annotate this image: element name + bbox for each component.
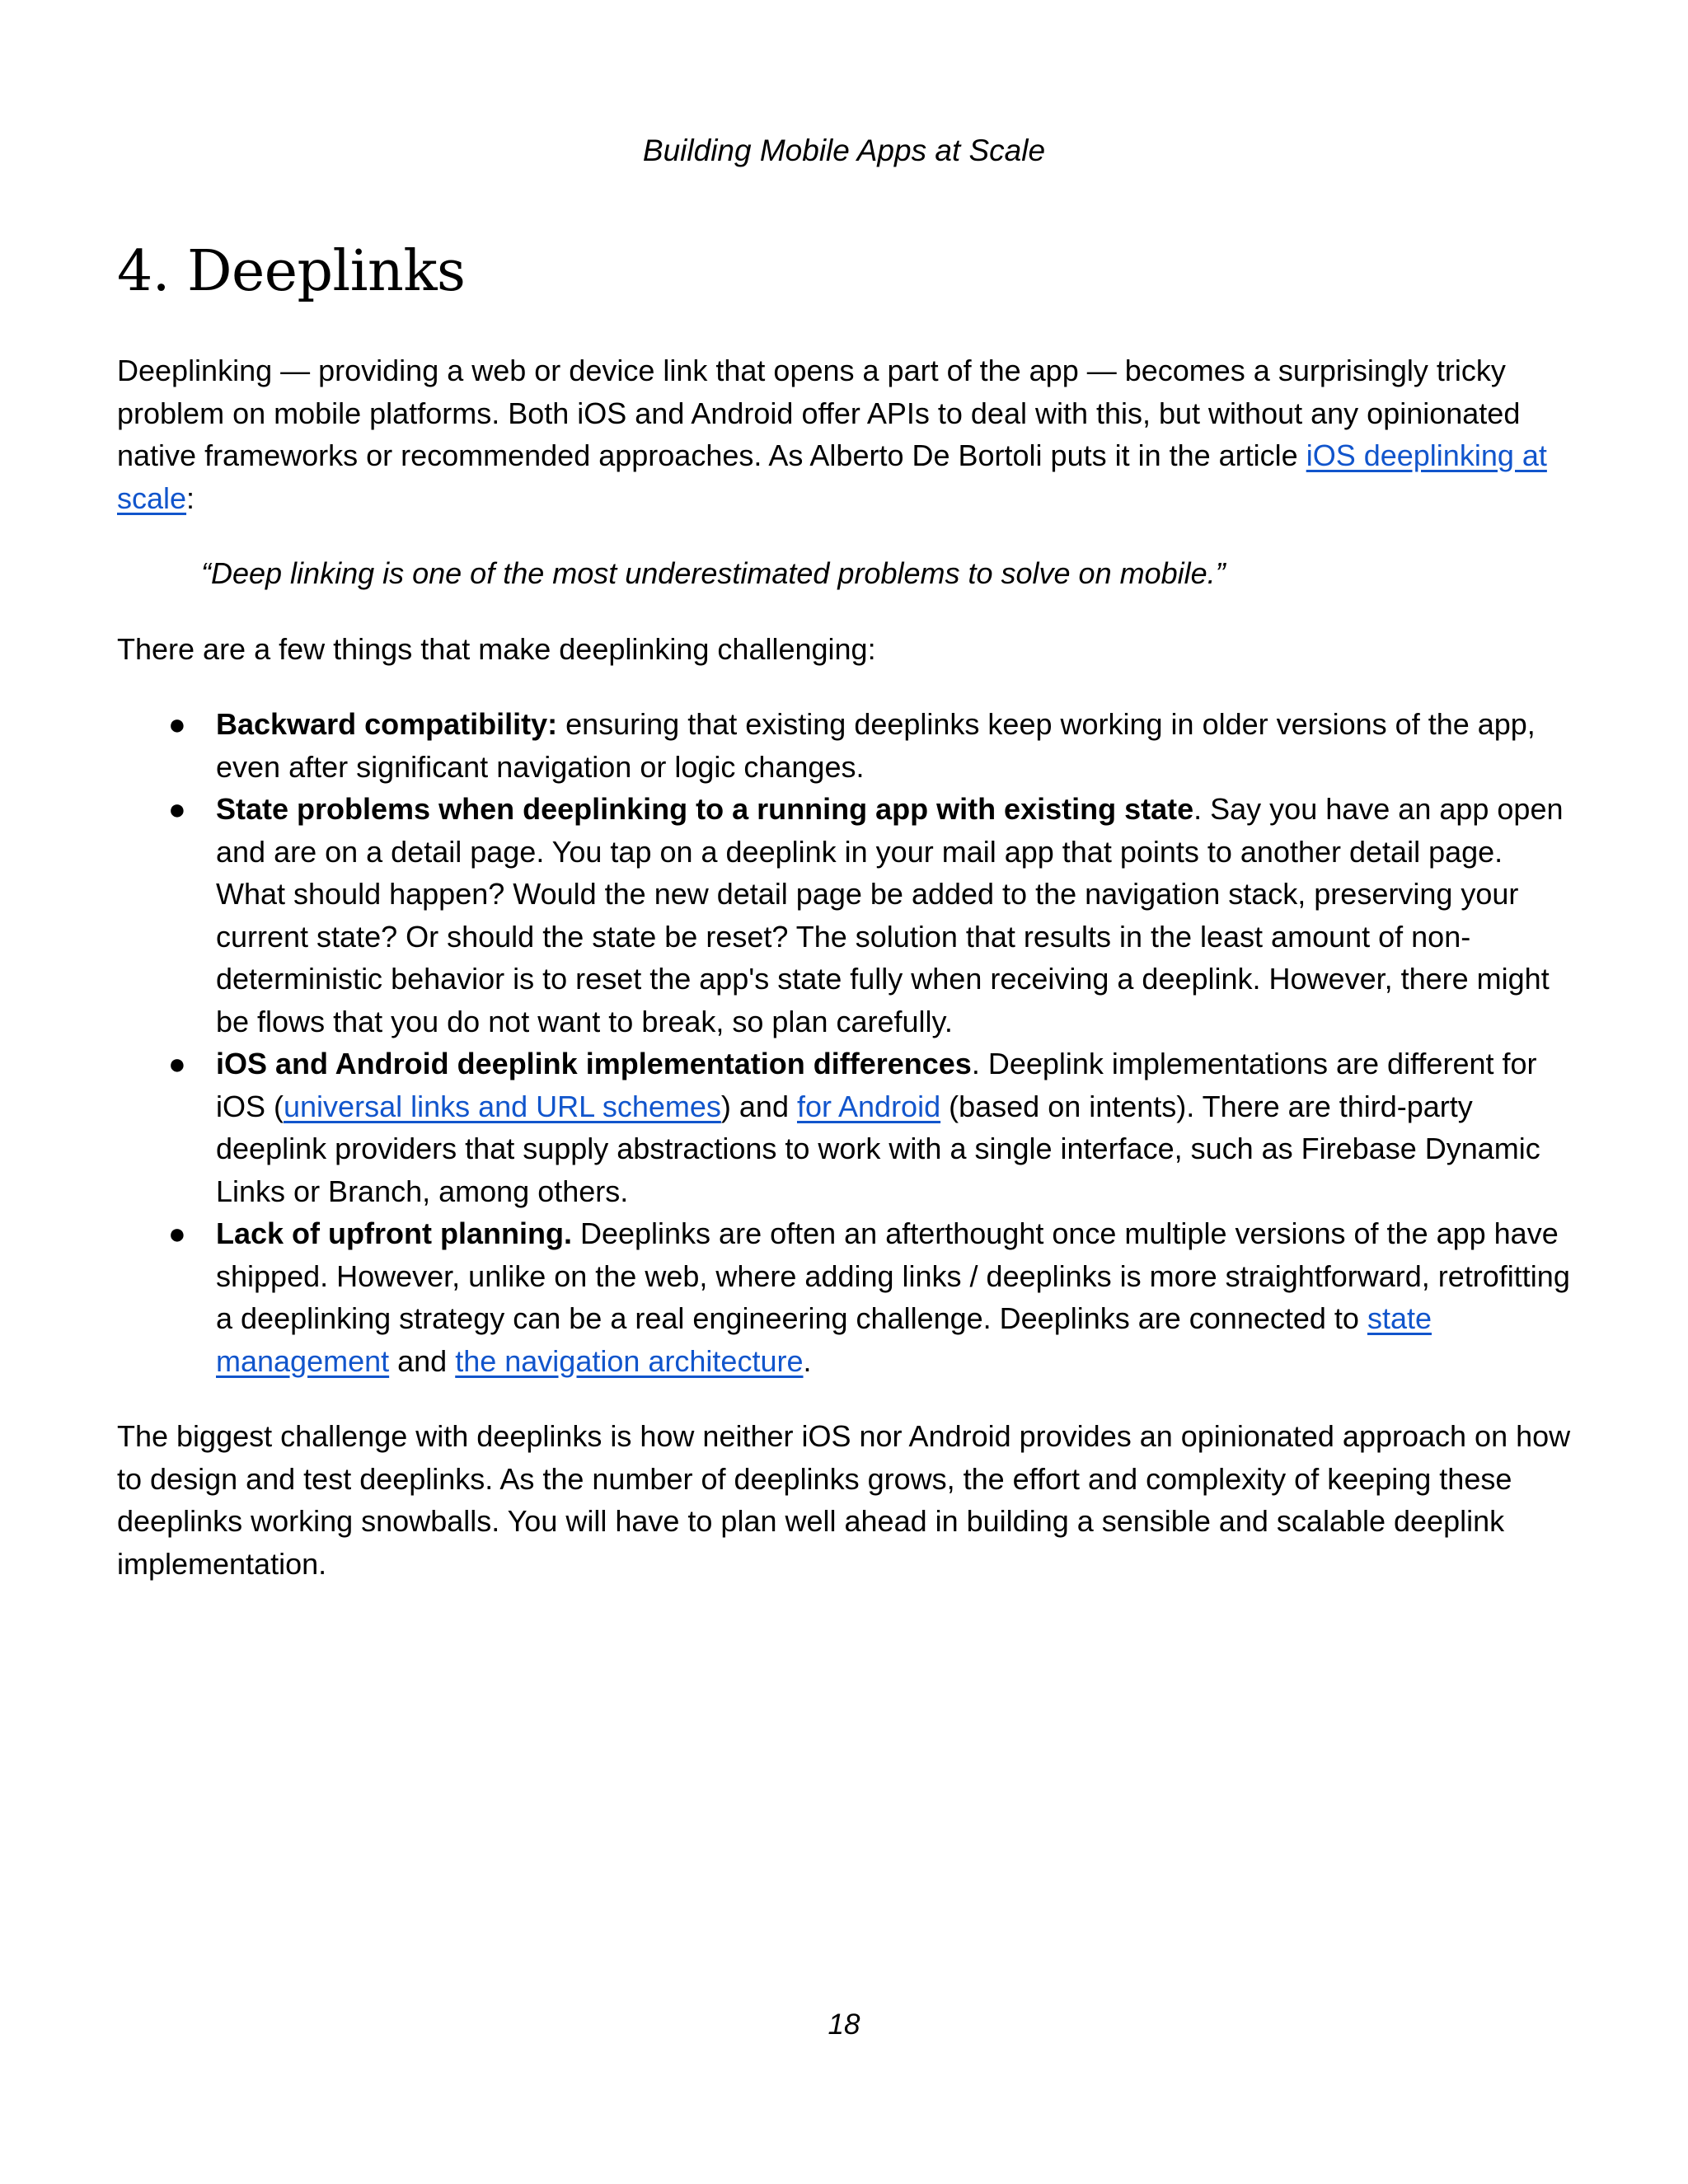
state-management-link[interactable]: state management <box>216 1301 1432 1378</box>
list-item-text: . Say you have an app open and are on a detail page. You tap on a deeplink in your mail app that points to another detail page. What should happen? Would the new detail page be added to the navigation stack, preserving your current state? Or should the state be reset? The solution that results in the least amount of non-deterministic behavior is to reset the app's state fully when receiving a deeplink. However, there might be flows that you do not want to break, so plan carefully. <box>216 792 1564 1038</box>
ios-deeplinking-at-scale-link[interactable]: iOS deeplinking at scale <box>117 438 1547 515</box>
list-item-upfront-planning <box>117 1212 1576 1382</box>
bullet-icon: ● <box>168 792 186 826</box>
list-item-title: Backward compatibility: <box>216 707 558 741</box>
lead-paragraph: There are a few things that make deeplinking challenging: <box>117 631 876 666</box>
page-content <box>117 231 1576 1585</box>
page-number: 18 <box>828 2008 860 2041</box>
list-item-backward-compatibility <box>117 703 1576 788</box>
block-quote: “Deep linking is one of the most underestimated problems to solve on mobile.” <box>201 556 1226 590</box>
bullet-icon: ● <box>168 1216 186 1250</box>
list-item-title: State problems when deeplinking to a running app with existing state <box>216 792 1194 826</box>
list-item-text: . <box>803 1343 812 1378</box>
universal-links-link[interactable]: universal links and URL schemes <box>284 1089 721 1123</box>
intro-paragraph <box>117 349 1576 519</box>
chapter-title: 4. Deeplinks <box>117 239 466 304</box>
for-android-link[interactable]: for Android <box>796 1089 941 1123</box>
list-item-text: and <box>389 1343 456 1378</box>
intro-text: Deeplinking — providing a web or device link that opens a part of the app — becomes a surprisingly tricky problem on mobile platforms. Both iOS and Android offer APIs to deal with this, but without any opinionated native frameworks or recommended approaches. As Alberto De Bortoli puts it in the article <box>117 354 1521 472</box>
list-item-text: ) and <box>720 1089 797 1123</box>
list-item-text: . Deeplink implementations are different for iOS ( <box>216 1047 1537 1123</box>
list-item-implementation-differences <box>117 1043 1576 1212</box>
list-item-text: (based on intents). There are third-party deeplink providers that supply abstractions to work with a single interface, such as Firebase Dynamic Links or Branch, among others. <box>216 1089 1540 1208</box>
challenges-list <box>117 703 1576 1382</box>
intro-suffix: : <box>186 480 195 515</box>
list-item-text: Deeplinks are often an afterthought once multiple versions of the app have shipped. However, unlike on the web, where adding links / deeplinks is more straightforward, retrofitting a deeplinking strategy can be a real engineering challenge. Deeplinks are connected to <box>216 1216 1570 1335</box>
list-item-title: iOS and Android deeplink implementation differences <box>216 1047 972 1080</box>
running-header: Building Mobile Apps at Scale <box>642 134 1046 167</box>
list-item-title: Lack of upfront planning. <box>216 1216 572 1250</box>
navigation-architecture-link[interactable]: the navigation architecture <box>455 1343 804 1378</box>
list-item-state-problems <box>117 788 1576 1043</box>
list-item-text: ensuring that existing deeplinks keep working in older versions of the app, even after significant navigation or logic changes. <box>216 707 1536 784</box>
bullet-icon: ● <box>168 707 186 741</box>
bullet-icon: ● <box>168 1047 186 1080</box>
outro-paragraph: The biggest challenge with deeplinks is how neither iOS nor Android provides an opinionated approach on how to design and test deeplinks. As the number of deeplinks grows, the effort and complexity of keeping these deeplinks working snowballs. You will have to plan well ahead in building a sensible and scalable deeplink implementation. <box>117 1419 1571 1581</box>
